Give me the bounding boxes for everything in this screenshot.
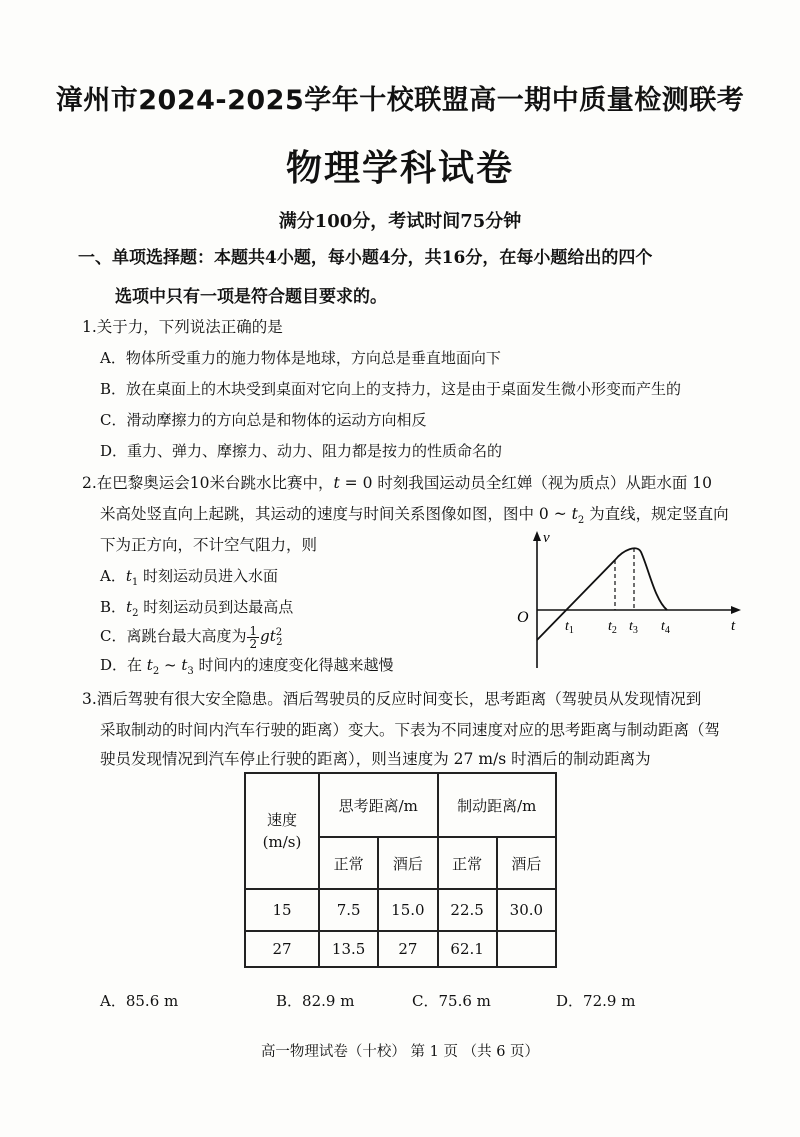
- table-row: [245, 889, 556, 931]
- tick-t2: $t_2$: [608, 619, 617, 636]
- q2-option-d: D．在 $t_2$ ~ $t_3$ 时间内的速度变化得越来越慢: [100, 656, 394, 677]
- q3-option-a: A．85.6 m: [100, 992, 179, 1010]
- q1-stem: 1.关于力，下列说法正确的是: [82, 318, 283, 336]
- table-cell: 7.5: [319, 889, 378, 931]
- q2-option-b: B．$t_2$ 时刻运动员到达最高点: [100, 598, 294, 619]
- think-drunk-header: 酒后: [378, 837, 437, 889]
- tick-t1: $t_1$: [565, 619, 574, 636]
- table-cell: 27: [245, 931, 319, 967]
- q2-option-c: C．离跳台最大高度为 $\frac{1}{2}$ $gt^2_2$: [100, 623, 283, 651]
- table-cell: 15.0: [378, 889, 437, 931]
- table-cell: 15: [245, 889, 319, 931]
- q3-option-c: C．75.6 m: [412, 992, 491, 1010]
- distance-table: [244, 772, 557, 968]
- v-axis-arrow: [533, 531, 541, 541]
- q2-option-a: A．$t_1$ 时刻运动员进入水面: [100, 567, 279, 588]
- q3-stem-line2: 采取制动的时间内汽车行驶的距离）变大。下表为不同速度对应的思考距离与制动距离（驾: [100, 721, 721, 739]
- tick-t4: $t_4$: [661, 619, 670, 636]
- q1-option-a: A．物体所受重力的施力物体是地球，方向总是垂直地面向下: [100, 349, 501, 367]
- section-heading-line2: 选项中只有一项是符合题目要求的。: [115, 287, 387, 307]
- table-cell: 30.0: [497, 889, 556, 931]
- table-cell: 27: [378, 931, 437, 967]
- exam-title: 漳州市2024-2025学年十校联盟高一期中质量检测联考: [55, 85, 745, 116]
- velocity-curve: [537, 548, 667, 640]
- table-cell: 13.5: [319, 931, 378, 967]
- t-axis-arrow: [731, 606, 741, 614]
- q3-stem-line1: 3.酒后驾驶有很大安全隐患。酒后驾驶员的反应时间变长，思考距离（驾驶员从发现情况到: [82, 690, 702, 708]
- tick-t3: $t_3$: [629, 619, 638, 636]
- t-axis-label: t: [731, 618, 736, 634]
- q1-option-d: D．重力、弹力、摩擦力、动力、阻力都是按力的性质命名的: [100, 442, 503, 460]
- table-row: [245, 931, 556, 967]
- q2-stem-line1: 2.在巴黎奥运会10米台跳水比赛中，t = 0 时刻我国运动员全红婵（视为质点）从距水面 10: [82, 474, 713, 492]
- table-cell: [497, 931, 556, 967]
- v-axis-label: v: [543, 530, 550, 546]
- table-cell: 62.1: [438, 931, 497, 967]
- brake-drunk-header: 酒后: [497, 837, 556, 889]
- velocity-time-graph: [505, 528, 745, 676]
- table-cell: 22.5: [438, 889, 497, 931]
- think-normal-header: 正常: [319, 837, 378, 889]
- brake-normal-header: 正常: [438, 837, 497, 889]
- q3-option-b: B．82.9 m: [276, 992, 355, 1010]
- fraction-one-half: $\frac{1}{2}$: [249, 623, 258, 651]
- section-heading-line1: 一、单项选择题：本题共4小题，每小题4分，共16分，在每小题给出的四个: [78, 248, 653, 268]
- speed-header: 速度 (m/s): [245, 773, 319, 889]
- q1-option-c: C．滑动摩擦力的方向总是和物体的运动方向相反: [100, 411, 427, 429]
- q1-option-b: B．放在桌面上的木块受到桌面对它向上的支持力，这是由于桌面发生微小形变而产生的: [100, 380, 682, 398]
- subject-title: 物理学科试卷: [285, 148, 514, 189]
- q2-stem-line2: 米高处竖直向上起跳，其运动的速度与时间关系图像如图，图中 0 ~ $t_2$ 为直线，规定竖直向: [100, 505, 729, 527]
- origin-label: O: [517, 609, 529, 626]
- q3-option-d: D．72.9 m: [556, 992, 636, 1010]
- q2-stem-line3: 下为正方向，不计空气阻力，则: [100, 536, 318, 554]
- page-footer: 高一物理试卷（十校） 第 1 页 （共 6 页）: [260, 1044, 540, 1060]
- braking-distance-header: 制动距离/m: [438, 773, 557, 837]
- q3-stem-line3: 驶员发现情况到汽车停止行驶的距离），则当速度为 27 m/s 时酒后的制动距离为: [100, 750, 651, 768]
- score-info: 满分100分，考试时间75分钟: [278, 211, 522, 232]
- thinking-distance-header: 思考距离/m: [319, 773, 438, 837]
